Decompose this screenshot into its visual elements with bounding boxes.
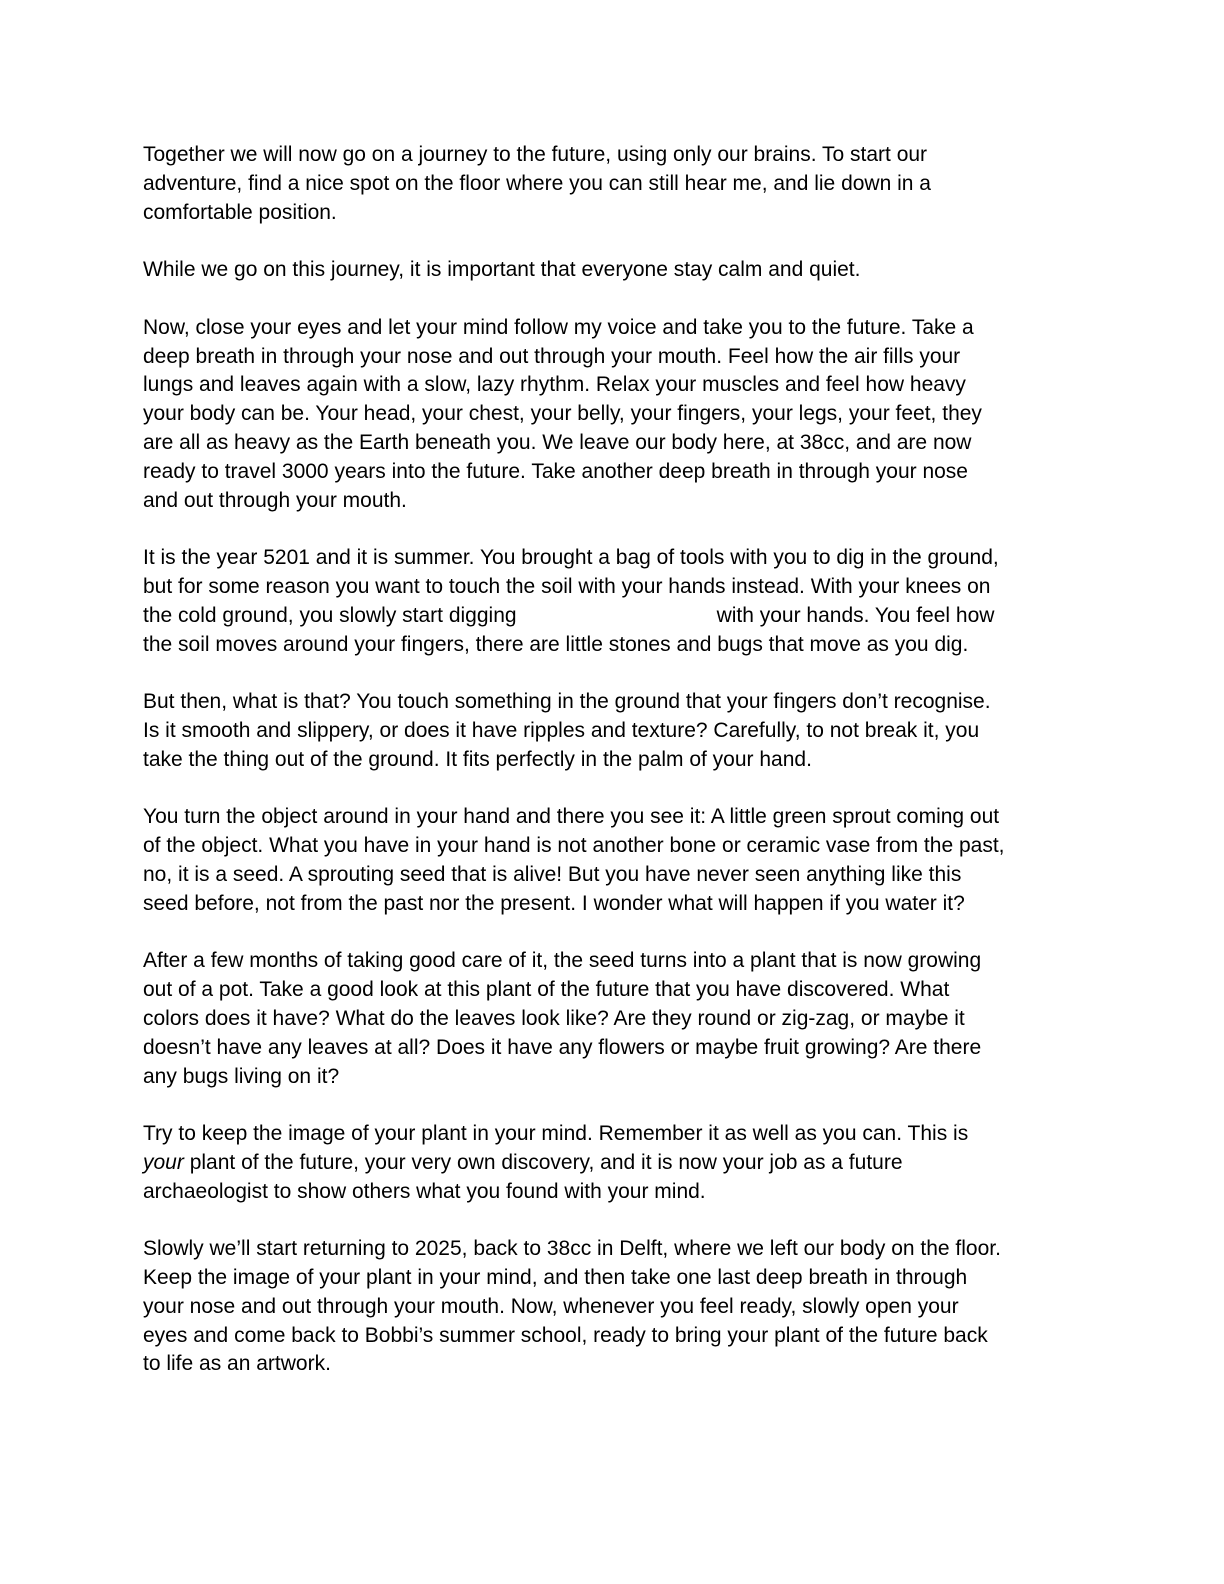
paragraph-plant bbox=[143, 947, 1043, 1091]
text-line: Is it smooth and slippery, or does it have ripples and texture? Carefully, to not break it, you bbox=[143, 718, 980, 742]
text-line: colors does it have? What do the leaves look like? Are they round or zig-zag, or maybe it bbox=[143, 1006, 965, 1030]
text-line: the soil moves around your fingers, there are little stones and bugs that move as you dig. bbox=[143, 632, 969, 656]
text-line: deep breath in through your nose and out through your mouth. Feel how the air fills your bbox=[143, 344, 961, 368]
text-fragment: the cold ground, you slowly start digging bbox=[143, 603, 517, 627]
text-line: After a few months of taking good care of it, the seed turns into a plant that is now growing bbox=[143, 949, 982, 973]
text-line: archaeologist to show others what you found with your mind. bbox=[143, 1179, 706, 1203]
text-line: Try to keep the image of your plant in your mind. Remember it as well as you can. This is bbox=[143, 1122, 969, 1146]
text-line: While we go on this journey, it is important that everyone stay calm and quiet. bbox=[143, 258, 861, 282]
text-line: out of a pot. Take a good look at this plant of the future that you have discovered. What bbox=[143, 978, 950, 1002]
text-line: Slowly we’ll start returning to 2025, back to 38cc in Delft, where we left our body on the floor. bbox=[143, 1237, 1001, 1261]
paragraph-seed bbox=[143, 803, 1043, 918]
paragraph-discovery bbox=[143, 688, 1043, 774]
text-line: doesn’t have any leaves at all? Does it have any flowers or maybe fruit growing? Are there bbox=[143, 1035, 982, 1059]
text-line: and out through your mouth. bbox=[143, 488, 407, 512]
text-line: are all as heavy as the Earth beneath you. We leave our body here, at 38cc, and are now bbox=[143, 430, 972, 454]
text-line-with-gap bbox=[143, 602, 1043, 631]
text-line: lungs and leaves again with a slow, lazy rhythm. Relax your muscles and feel how heavy bbox=[143, 373, 966, 397]
text-line: Keep the image of your plant in your mind, and then take one last deep breath in through bbox=[143, 1266, 968, 1290]
paragraph-return bbox=[143, 1235, 1043, 1379]
paragraph-remember bbox=[143, 1120, 1043, 1206]
italic-word: your bbox=[143, 1150, 184, 1174]
paragraph-calm bbox=[143, 256, 1043, 285]
text-fragment: plant of the future, your very own discovery, and it is now your job as a future bbox=[183, 1150, 903, 1174]
text-line: but for some reason you want to touch the soil with your hands instead. With your knees on bbox=[143, 574, 991, 598]
text-line: seed before, not from the past nor the present. I wonder what will happen if you water it? bbox=[143, 891, 965, 915]
text-line: Now, close your eyes and let your mind follow my voice and take you to the future. Take a bbox=[143, 315, 974, 339]
text-line: take the thing out of the ground. It fits perfectly in the palm of your hand. bbox=[143, 747, 812, 771]
paragraph-breathing bbox=[143, 314, 1043, 516]
text-line: any bugs living on it? bbox=[143, 1064, 340, 1088]
paragraph-digging bbox=[143, 544, 1043, 659]
text-line: Together we will now go on a journey to the future, using only our brains. To start our bbox=[143, 143, 928, 166]
text-line: no, it is a seed. A sprouting seed that is alive! But you have never seen anything like this bbox=[143, 862, 962, 886]
text-line: to life as an artwork. bbox=[143, 1352, 331, 1376]
text-line: ready to travel 3000 years into the future. Take another deep breath in through your nose bbox=[143, 459, 968, 483]
text-line-with-italic bbox=[143, 1149, 1043, 1178]
text-line: of the object. What you have in your hand is not another bone or ceramic vase from the past, bbox=[143, 834, 1005, 858]
text-line: comfortable position. bbox=[143, 200, 337, 224]
text-fragment: with your hands. You feel how bbox=[716, 603, 995, 627]
text-line: You turn the object around in your hand and there you see it: A little green sprout coming out bbox=[143, 805, 1000, 829]
text-line: eyes and come back to Bobbi’s summer school, ready to bring your plant of the future back bbox=[143, 1323, 988, 1347]
document-body bbox=[143, 141, 1043, 1408]
text-line: your body can be. Your head, your chest, your belly, your fingers, your legs, your feet, they bbox=[143, 402, 982, 426]
paragraph-intro bbox=[143, 141, 1043, 227]
text-line: It is the year 5201 and it is summer. You brought a bag of tools with you to dig in the ground, bbox=[143, 546, 999, 570]
text-line: adventure, find a nice spot on the floor where you can still hear me, and lie down in a bbox=[143, 171, 931, 195]
text-line: But then, what is that? You touch something in the ground that your fingers don’t recognise. bbox=[143, 690, 991, 714]
text-line: your nose and out through your mouth. Now, whenever you feel ready, slowly open your bbox=[143, 1294, 959, 1318]
